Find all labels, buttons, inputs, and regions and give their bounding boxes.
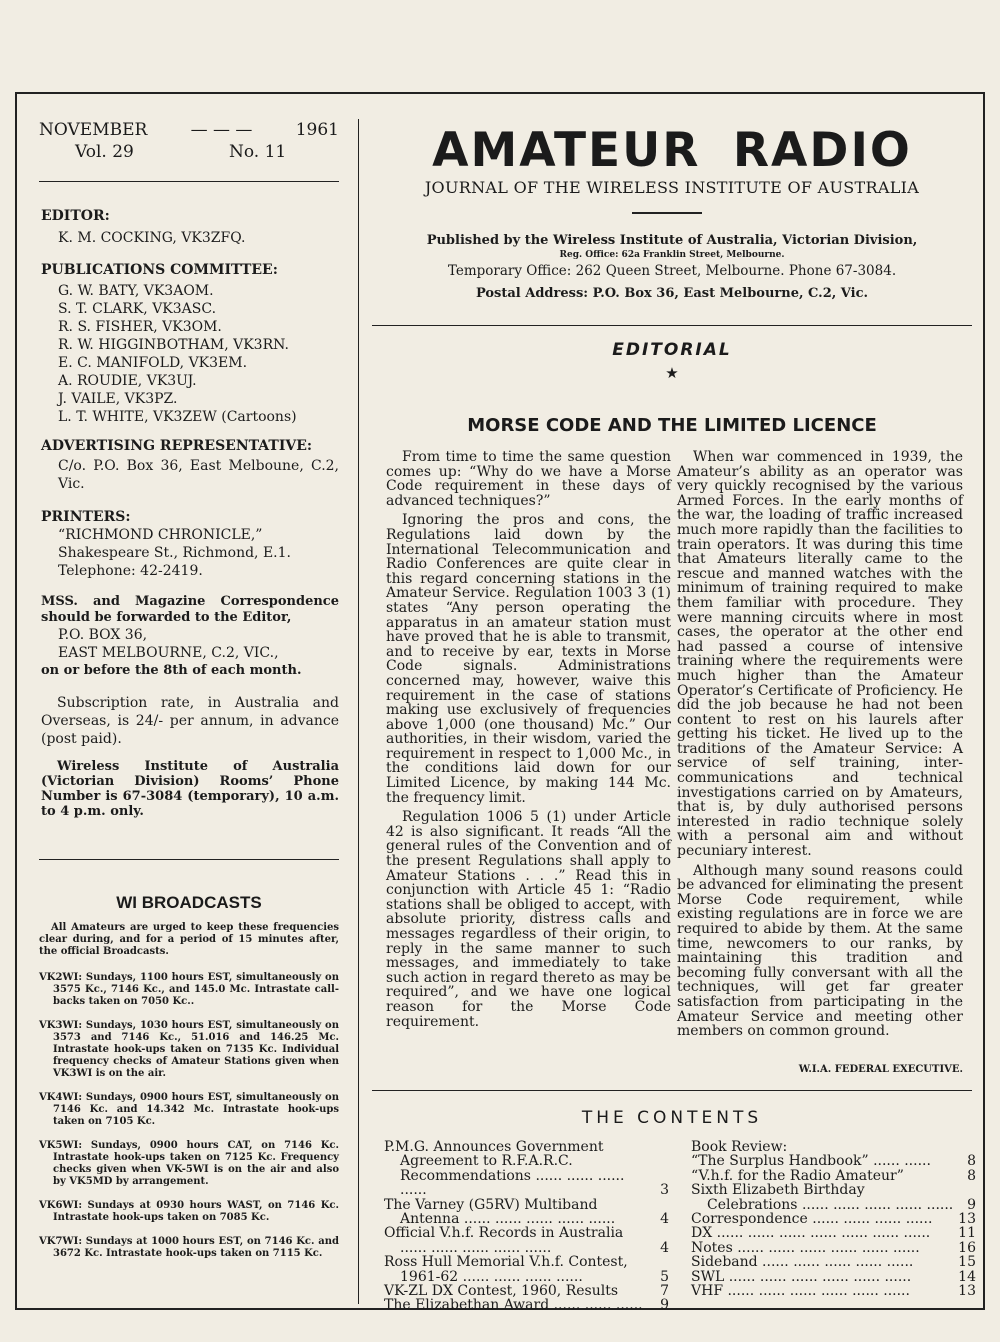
contents-entry-page: 13 xyxy=(958,1283,976,1300)
editorial-column-2 xyxy=(677,450,963,1044)
broadcast-details: Sundays, 1100 hours EST, simultaneously on 3575 Kc., 7146 Kc., and 145.0 Mc. Intrastate call-backs taken on 7050 Kc.. xyxy=(53,972,340,1007)
contents-entry-page: 5 xyxy=(660,1268,669,1285)
contents-entry-title: DX ...... ...... ...... ...... ...... ...... ...... xyxy=(691,1225,931,1242)
broadcast-list xyxy=(39,972,339,1260)
contents-entry xyxy=(691,1226,976,1240)
rooms-phone-text: Wireless Institute of Australia (Victorian Division) Rooms’ Phone Number is 67-3084 (temporary), 10 a.m. to 4 p.m. only. xyxy=(41,759,339,819)
contents-entry xyxy=(384,1198,669,1227)
broadcast-item xyxy=(39,1092,339,1128)
committee-member: E. C. MANIFOLD, VK3EM. xyxy=(58,355,248,371)
broadcast-callsign: VK7WI: xyxy=(39,1236,83,1247)
committee-list xyxy=(41,282,339,426)
committee-heading: PUBLICATIONS COMMITTEE: xyxy=(41,262,278,278)
temporary-office: Temporary Office: 262 Queen Street, Melbourne. Phone 67-3084. xyxy=(447,263,897,279)
broadcast-callsign: VK4WI: xyxy=(39,1092,83,1103)
committee-member: A. ROUDIE, VK3UJ. xyxy=(58,373,197,389)
issue-month: NOVEMBER xyxy=(39,120,148,140)
issue-info xyxy=(39,119,339,163)
broadcast-item xyxy=(39,972,339,1008)
contents-right-list xyxy=(691,1154,976,1298)
broadcast-item xyxy=(39,1236,339,1260)
contents-entry-title: The Elizabethan Award ...... ...... ...... xyxy=(384,1297,643,1314)
book-review-heading: Book Review: xyxy=(691,1139,788,1155)
postal-address: Postal Address: P.O. Box 36, East Melbourne, C.2, Vic. xyxy=(475,286,869,301)
contents-entry-title: Correspondence ...... ...... ...... ...... xyxy=(691,1211,933,1228)
contents-entry-title: Ross Hull Memorial V.h.f. Contest, 1961-62 ...... ...... ...... ...... xyxy=(384,1254,628,1285)
publisher-line: Published by the Wireless Institute of Australia, Victorian Division, xyxy=(426,233,918,248)
contents-entry xyxy=(691,1241,976,1255)
editorial-paragraph: Ignoring the pros and cons, the Regulations laid down by the International Telecommunication and Radio Conferences are quite clear in this regard concerning stations in the Amateur Service. Regulation 1003 3 (1) states “Any person operating the apparatus in an amateur station must have proved that he is able to transmit, and to receive by ear, texts in Morse Code signals. Administrations concerned may, however, waive this requirement in the case of stations making use exclusively of frequencies above 1,000 (one thousand) Mc.” Our authorities, in their wisdom, varied the requirement in respect to 1,000 Mc., in the conditions laid down for our Limited Licence, by making 144 Mc. the frequency limit. xyxy=(386,512,671,806)
contents-entry-title: VHF ...... ...... ...... ...... ...... ...... xyxy=(691,1283,910,1300)
registered-office: Reg. Office: 62a Franklin Street, Melbourne. xyxy=(559,250,785,260)
contents-entry-title: P.M.G. Announces Government Agreement to R.F.A.R.C. Recommendations ...... ...... ...... ...... xyxy=(384,1139,625,1199)
subscription-text: Subscription rate, in Australia and Overseas, is 24/- per annum, in advance (post paid). xyxy=(41,695,339,747)
star-ornament: ★ xyxy=(665,364,679,382)
broadcasts-block xyxy=(39,892,339,1272)
committee-member: R. S. FISHER, VK3OM. xyxy=(58,319,222,335)
contents-entry xyxy=(691,1270,976,1284)
short-rule xyxy=(632,212,702,214)
contents-entry-page: 3 xyxy=(660,1182,669,1199)
contents-entry-page: 4 xyxy=(660,1239,669,1256)
contents-entry-title: “The Surplus Handbook” ...... ...... xyxy=(691,1153,931,1170)
contents-entry-title: The Varney (G5RV) Multiband Antenna ...... ...... ...... ...... ...... xyxy=(384,1196,616,1228)
contents-entry-title: Sideband ...... ...... ...... ...... ...... xyxy=(691,1254,914,1271)
broadcasts-heading: WI BROADCASTS xyxy=(116,893,262,912)
page-frame xyxy=(15,92,985,1314)
contents-entry xyxy=(691,1154,976,1168)
broadcast-details: Sundays, 1030 hours EST, simultaneously on 3573 and 7146 Kc., 51.016 and 146.25 Mc. Intrastate hook-ups taken on 7135 Kc. Individual frequency checks of Amateur Stations given when VK3WI is on the air. xyxy=(53,1020,340,1079)
committee-member: S. T. CLARK, VK3ASC. xyxy=(58,301,217,317)
contents-entry xyxy=(691,1183,976,1212)
left-column xyxy=(39,94,339,1308)
contents-right xyxy=(691,1140,976,1298)
printers-line: Telephone: 42-2419. xyxy=(58,563,203,579)
contents-entry xyxy=(691,1212,976,1226)
broadcast-item xyxy=(39,1140,339,1188)
divider xyxy=(372,1090,972,1091)
broadcast-details: Sundays, 0900 hours EST, simultaneously on 7146 Kc. and 14.342 Mc. Intrastate hook-ups taken on 7105 Kc. xyxy=(53,1092,340,1127)
staff-block xyxy=(41,207,339,819)
column-rule xyxy=(358,119,359,1304)
contents-entry xyxy=(691,1255,976,1269)
contents-entry-page: 9 xyxy=(967,1196,976,1213)
editorial-headline: MORSE CODE AND THE LIMITED LICENCE xyxy=(467,415,877,436)
printers-line: “RICHMOND CHRONICLE,” xyxy=(58,527,263,543)
editorial-paragraph: Regulation 1006 5 (1) under Article 42 is also significant. It reads “All the general rules of the Convention and of the present Regulations shall apply to Amateur Stations . . .” Read this in conjunction with Article 45 1: “Radio stations shall be obliged to accept, with absolute priority, distress calls and messages regardless of their origin, to reply in the same manner to such messages, and immediately to take such action in regard thereto as may be required”, and we have one logical reason for the Morse Code requirement. xyxy=(386,809,671,1030)
committee-member: L. T. WHITE, VK3ZEW (Cartoons) xyxy=(58,409,297,425)
broadcast-details: Sundays at 0930 hours WAST, on 7146 Kc. Intrastate hook-ups taken on 7085 Kc. xyxy=(53,1200,340,1223)
contents-entry-page: 14 xyxy=(958,1268,976,1285)
contents-entry xyxy=(691,1169,976,1183)
contents-entry-page: 16 xyxy=(958,1239,976,1256)
contents-entry-title: Official V.h.f. Records in Australia ...... ...... ...... ...... ...... xyxy=(384,1225,624,1256)
contents-entry xyxy=(384,1298,669,1312)
issue-year: 1961 xyxy=(295,120,339,140)
right-column xyxy=(372,94,976,1314)
contents-left xyxy=(384,1140,669,1313)
contents-entry-page: 11 xyxy=(958,1225,976,1242)
contents-entry-page: 8 xyxy=(967,1167,976,1184)
editor-name: K. M. COCKING, VK3ZFQ. xyxy=(58,230,246,246)
printers-heading: PRINTERS: xyxy=(41,509,131,525)
issue-dashes: — — — xyxy=(190,120,253,140)
contents-entry-title: Notes ...... ...... ...... ...... ...... ...... xyxy=(691,1239,920,1256)
mss-address: P.O. BOX 36, xyxy=(58,627,148,643)
journal-title: AMATEUR RADIO xyxy=(432,123,912,178)
committee-member: J. VAILE, VK3PZ. xyxy=(58,391,178,407)
mss-heading: MSS. and Magazine Correspondence should be forwarded to the Editor, xyxy=(41,594,339,625)
contents-entry-page: 8 xyxy=(967,1153,976,1170)
divider xyxy=(39,859,339,860)
divider xyxy=(39,181,339,182)
editorial-paragraph: Although many sound reasons could be advanced for eliminating the present Morse Code requirement, while existing regulations are in force we are required to abide by them. At the same time, newcomers to our ranks, by maintaining this tradition and becoming fully conversant with all the techniques, will get far greater satisfaction from participating in the Amateur Service and meeting other members on common ground. xyxy=(677,862,963,1040)
broadcast-item xyxy=(39,1200,339,1224)
publisher-block xyxy=(372,232,972,305)
broadcast-callsign: VK5WI: xyxy=(39,1140,83,1151)
contents-entry xyxy=(384,1255,669,1284)
committee-member: G. W. BATY, VK3AOM. xyxy=(58,283,214,299)
divider xyxy=(372,325,972,326)
broadcast-callsign: VK6WI: xyxy=(39,1200,83,1211)
advertising-heading: ADVERTISING REPRESENTATIVE: xyxy=(41,438,313,454)
broadcast-item xyxy=(39,1020,339,1080)
contents-entry-title: Sixth Elizabeth Birthday Celebrations ...... ...... ...... ...... ...... xyxy=(691,1182,954,1213)
broadcasts-intro: All Amateurs are urged to keep these frequencies clear during, and for a period of 15 minutes after, the official Broadcasts. xyxy=(39,922,339,957)
issue-volume: Vol. 29 xyxy=(75,142,134,162)
contents-entry-title: SWL ...... ...... ...... ...... ...... ...... xyxy=(691,1268,912,1285)
broadcast-details: Sundays, 0900 hours CAT, on 7146 Kc. Intrastate hook-ups taken on 7125 Kc. Frequency checks given when VK-5WI is on the air and also by VK5MD by arrangement. xyxy=(53,1140,340,1187)
contents-entry-page: 9 xyxy=(660,1297,669,1314)
broadcast-details: Sundays at 1000 hours EST, on 7146 Kc. and 3672 Kc. Intrastate hook-ups taken on 7115 Kc. xyxy=(53,1236,340,1259)
contents-entry-title: “V.h.f. for the Radio Amateur” xyxy=(691,1167,904,1184)
journal-subtitle: JOURNAL OF THE WIRELESS INSTITUTE OF AUSTRALIA xyxy=(424,178,920,197)
contents-entry xyxy=(384,1140,669,1198)
issue-number: No. 11 xyxy=(229,142,287,162)
editorial-paragraph: From time to time the same question comes up: “Why do we have a Morse Code requirement in these days of advanced techniques?” xyxy=(386,449,671,509)
editorial-signature: W.I.A. FEDERAL EXECUTIVE. xyxy=(798,1064,963,1075)
contents-entry xyxy=(384,1284,669,1298)
contents-entry xyxy=(691,1284,976,1298)
editorial-label: EDITORIAL xyxy=(612,340,732,360)
editorial-column-1 xyxy=(386,450,671,1034)
contents-entry-page: 7 xyxy=(660,1283,669,1300)
mss-deadline: on or before the 8th of each month. xyxy=(41,663,302,678)
editorial-paragraph: When war commenced in 1939, the Amateur’s ability as an operator was very quickly recognised by the various Armed Forces. In the early months of the war, the loading of traffic increased much more rapidly than the facilities to train operators. It was during this time that Amateurs literally came to the rescue and manned watches with the minimum of training required to make them familiar with procedure. They were manning circuits where in most cases, the operator at the other end had passed a course of intensive training where the requirements were much higher than the Amateur Operator’s Certificate of Proficiency. He did the job because he had not been content to rest on his laurels after getting his ticket. He lived up to the traditions of the Amateur Service: A service of self training, inter-communications and technical investigations carried on by Amateurs, that is, by duly authorised persons interested in radio technique solely with a personal aim and without pecuniary interest. xyxy=(677,449,963,860)
contents-entry-page: 13 xyxy=(958,1211,976,1228)
contents-entry-page: 4 xyxy=(660,1211,669,1228)
broadcast-callsign: VK3WI: xyxy=(39,1020,83,1031)
contents-entry-title: VK-ZL DX Contest, 1960, Results xyxy=(384,1283,619,1300)
contents-entry xyxy=(384,1226,669,1255)
editor-heading: EDITOR: xyxy=(41,208,110,224)
contents-entry-page: 15 xyxy=(958,1254,976,1271)
broadcast-callsign: VK2WI: xyxy=(39,972,83,983)
contents-heading: THE CONTENTS xyxy=(581,1108,763,1128)
mss-address: EAST MELBOURNE, C.2, VIC., xyxy=(58,645,279,661)
advertising-address: C/o. P.O. Box 36, East Melboune, C.2, Vic. xyxy=(58,458,339,492)
printers-line: Shakespeare St., Richmond, E.1. xyxy=(58,545,291,561)
committee-member: R. W. HIGGINBOTHAM, VK3RN. xyxy=(58,337,289,353)
